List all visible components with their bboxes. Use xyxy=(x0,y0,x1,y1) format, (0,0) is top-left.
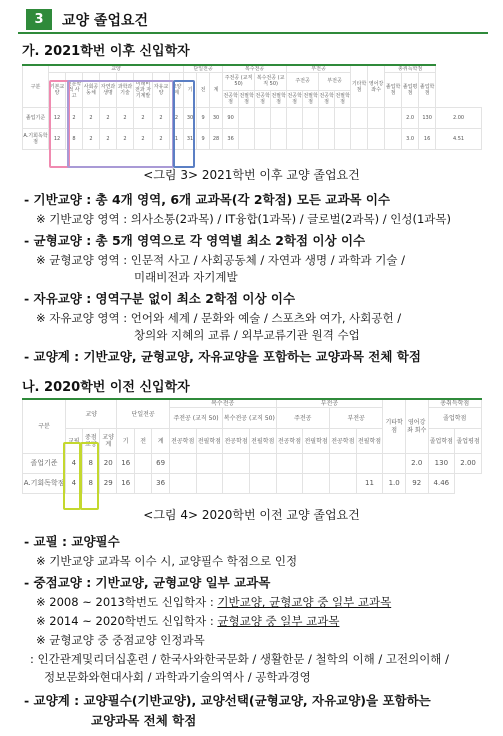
header-kg: 교양계 xyxy=(99,429,116,454)
rule-line: - 균형교양 : 총 5개 영역으로 각 영역별 최소 2학점 이상 이수 xyxy=(24,233,366,248)
rule-line: - 중점교양 : 기반교양, 균형교양 일부 교과목 xyxy=(24,575,271,590)
section-title: 교양 졸업요건 xyxy=(62,13,149,29)
header-gye: 계 xyxy=(152,429,169,454)
table-cell: 130 xyxy=(419,108,436,129)
table-cell xyxy=(368,108,385,129)
table-cell: 4 xyxy=(66,454,82,474)
table-cell xyxy=(287,129,303,150)
header-eng: 영어강좌수 xyxy=(368,65,385,108)
table-cell: 2.0 xyxy=(405,454,428,474)
table-cell xyxy=(271,129,287,150)
header-gita: 기타학점 xyxy=(351,65,368,108)
table-cell xyxy=(383,454,406,474)
table-cell xyxy=(276,474,303,494)
highlight-jayu xyxy=(173,80,195,168)
header-grad: 졸업학점 xyxy=(385,73,402,108)
header-eng: 영어강좌 회수 xyxy=(405,399,428,454)
header-juchun: 주전공 (교직 50) xyxy=(223,73,255,91)
header-jeon: 전 xyxy=(134,429,151,454)
table-cell xyxy=(196,454,223,474)
table-cell: 29 xyxy=(99,474,116,494)
table-cell xyxy=(255,129,271,150)
table-cell xyxy=(351,129,368,150)
header-gibon: 기본교양 xyxy=(49,73,66,108)
header-gwahak: 과학과 기술 xyxy=(117,73,134,108)
table-cell: 2 xyxy=(117,129,134,150)
table-cell: 12 xyxy=(49,108,66,129)
table-cell: 20 xyxy=(99,454,116,474)
header-jayeon: 자연과생명 xyxy=(100,73,117,108)
table-cell xyxy=(239,108,255,129)
table-cell: 2.00 xyxy=(455,454,482,474)
table-cell xyxy=(335,129,351,150)
rule-line: - 기반교양 : 총 4개 영역, 6개 교과목(각 2학점) 모든 교과목 이수 xyxy=(24,192,390,207)
header-juchun2: 주전공 xyxy=(287,73,319,91)
header-gpa: 졸업평점 xyxy=(402,73,419,108)
table-cell: 12 xyxy=(49,129,66,150)
table-cell: 2 xyxy=(100,108,117,129)
header-jph: 전필학점 xyxy=(335,90,351,108)
header-jph: 전필학점 xyxy=(239,90,255,108)
table-cell: 36 xyxy=(223,129,239,150)
rule-line: - 교양계 : 교양필수(기반교양), 교양선택(균형교양, 자유교양)을 포함하는 xyxy=(24,693,431,708)
table-cell xyxy=(303,129,319,150)
table-cell xyxy=(303,454,330,474)
header-gp: 졸업평점 xyxy=(455,429,482,454)
header-jph: 전필학점 xyxy=(249,429,276,454)
table-cell xyxy=(134,474,151,494)
table-cell: 92 xyxy=(405,474,428,494)
table-cell xyxy=(385,129,402,150)
table-cell: 9 xyxy=(197,108,210,129)
row-label: A.기회독학점 xyxy=(23,129,49,150)
table-cell xyxy=(329,474,356,494)
subsection-title-b: 나. 2020학번 이전 신입학자 xyxy=(22,380,190,395)
table-cell xyxy=(319,108,335,129)
header-gye: 계 xyxy=(210,73,223,108)
row-label: A.기회독학점 xyxy=(23,474,66,494)
table-cell xyxy=(223,454,250,474)
header-jph: 전필학점 xyxy=(196,429,223,454)
header-jh: 전공학점 xyxy=(319,90,335,108)
table-cell xyxy=(239,129,255,150)
header-bujeon: 부전공 xyxy=(276,399,383,408)
rule-note: : 인간관계및리더십훈련 / 한국사와한국문화 / 생활한문 / 철학의 이해 / 고전의이해 / xyxy=(30,652,449,666)
table-cell xyxy=(368,129,385,150)
rule-line: - 교양계 : 기반교양, 균형교양, 자유교양을 포함하는 교양과목 전체 학점 xyxy=(24,349,421,364)
table-cell: 3.0 xyxy=(402,129,419,150)
header-jh: 전공학점 xyxy=(169,429,196,454)
header-kyoyanggye: 교양계 xyxy=(170,73,184,108)
table-cell xyxy=(319,129,335,150)
rule-note: 미래비전과 자기계발 xyxy=(134,270,238,284)
rule-note-prefix: ※ 2014 ~ 2020학번도 신입학자 : xyxy=(36,614,218,628)
header-boksuchun: 복수전공 (교직 50) xyxy=(223,408,276,429)
table-cell: 16 xyxy=(419,129,436,150)
rule-note: ※ 기반교양 영역 : 의사소통(2과목) / IT융합(1과목) / 글로벌(2과목) / 인성(1과목) xyxy=(36,212,451,226)
table-cell: 8 xyxy=(82,454,99,474)
table-cell xyxy=(335,108,351,129)
highlight-jungjeom xyxy=(80,442,99,510)
table-cell xyxy=(249,474,276,494)
table-cell xyxy=(271,108,287,129)
header-danil: 단일전공 xyxy=(117,399,169,429)
header-gi: 기 xyxy=(184,73,197,108)
rule-note xyxy=(36,613,339,629)
table-cell xyxy=(169,474,196,494)
header-jh: 전공학점 xyxy=(223,429,250,454)
table-cell xyxy=(276,454,303,474)
header-boksuchun: 복수전공 (교직 50) xyxy=(255,73,287,91)
header-jph: 전필학점 xyxy=(271,90,287,108)
table-cell: 2 xyxy=(134,108,153,129)
row-label: 졸업기준 xyxy=(23,108,49,129)
subsection-title-a: 가. 2021학번 이후 신입학자 xyxy=(22,44,190,59)
header-grad2: 졸업학점 xyxy=(419,73,436,108)
row-label: 졸업기준 xyxy=(23,454,66,474)
table-cell: 2 xyxy=(83,108,100,129)
table-cell xyxy=(351,108,368,129)
table-cell: 2 xyxy=(117,108,134,129)
table-cell: 11 xyxy=(356,474,383,494)
header-sahoe: 사회공동체 xyxy=(83,73,100,108)
header-gi: 기 xyxy=(117,429,134,454)
header-jeon: 전 xyxy=(197,73,210,108)
table-cell: 2 xyxy=(100,129,117,150)
rule-note-underlined: 기반교양, 균형교양 중 일부 교과목 xyxy=(217,595,392,609)
table-cell xyxy=(223,474,250,494)
header-kyoyang: 교양 xyxy=(49,65,184,73)
table-cell: 2 xyxy=(134,129,153,150)
caption-figure-3: <그림 3> 2021학번 이후 교양 졸업요건 xyxy=(143,168,360,182)
header-bujeon2: 부전공 xyxy=(329,408,382,429)
table-cell: 130 xyxy=(428,454,455,474)
table-cell: 2 xyxy=(66,108,83,129)
rule-note xyxy=(36,594,391,610)
header-bujeon2: 부전공 xyxy=(319,73,351,91)
header-boksu: 복수전공 xyxy=(223,65,287,73)
header-credits: 총취득학점 xyxy=(428,399,482,408)
header-bujeon: 부전공 xyxy=(287,65,351,73)
table-cell xyxy=(356,454,383,474)
rule-note: 창의와 지혜의 교류 / 외부교류기관 원격 수업 xyxy=(134,328,360,342)
header-jph: 전필학점 xyxy=(356,429,383,454)
table-cell: 69 xyxy=(152,454,169,474)
table-cell xyxy=(329,454,356,474)
table-cell: 30 xyxy=(184,108,197,129)
rule-line: - 자유교양 : 영역구분 없이 최소 2학점 이상 이수 xyxy=(24,291,296,306)
header-jayu: 자유교양 xyxy=(153,73,170,108)
header-gubun: 구분 xyxy=(23,65,49,108)
table-cell: 8 xyxy=(82,474,99,494)
header-jh: 전공학점 xyxy=(223,90,239,108)
table-cell: 8 xyxy=(66,129,83,150)
rule-note: ※ 자유교양 영역 : 언어와 세계 / 문화와 예술 / 스포츠와 여가, 사회공헌 / xyxy=(36,311,402,325)
rule-line: 교양과목 전체 학점 xyxy=(91,713,197,728)
table-cell: 31 xyxy=(184,129,197,150)
table-cell xyxy=(287,108,303,129)
table-cell: 4 xyxy=(66,474,82,494)
table-cell: 1.0 xyxy=(383,474,406,494)
table-cell: 2.0 xyxy=(402,108,419,129)
section-number: 3 xyxy=(26,9,52,30)
header-mirae: 미래비전과 자기계발 xyxy=(134,73,153,108)
header-grad: 졸업학점 xyxy=(428,408,482,429)
header-jh: 전공학점 xyxy=(329,429,356,454)
header-juchun: 주전공 (교직 50) xyxy=(169,408,222,429)
rule-note-underlined: 균형교양 중 일부 교과목 xyxy=(217,614,340,628)
table-cell: 2.00 xyxy=(436,108,482,129)
header-jph: 전필학점 xyxy=(303,90,319,108)
table-cell: 36 xyxy=(152,474,169,494)
table-cell xyxy=(169,454,196,474)
table-cell: 16 xyxy=(117,454,134,474)
header-js: 중점교양 xyxy=(82,429,99,454)
caption-figure-4: <그림 4> 2020학번 이전 교양 졸업요건 xyxy=(143,508,360,522)
table-cell: 2 xyxy=(153,108,170,129)
rule-note: ※ 균형교양 영역 : 인문적 사고 / 사회공동체 / 자연과 생명 / 과학과 기술 / xyxy=(36,253,406,267)
section-header xyxy=(18,6,488,34)
header-kp: 교필 xyxy=(66,429,82,454)
table-cell xyxy=(303,108,319,129)
header-kyoyang: 교양 xyxy=(66,399,117,429)
table-cell: 2 xyxy=(83,129,100,150)
header-gh: 졸업학점 xyxy=(428,429,455,454)
table-cell: 16 xyxy=(117,474,134,494)
rule-note-prefix: ※ 2008 ~ 2013학번도 신입학자 : xyxy=(36,595,218,609)
header-jh: 전공학점 xyxy=(287,90,303,108)
table-cell xyxy=(255,108,271,129)
rule-line: - 교필 : 교양필수 xyxy=(24,534,120,549)
table-cell: 4.46 xyxy=(428,474,455,494)
rule-note: ※ 균형교양 중 중점교양 인정과목 xyxy=(36,633,205,647)
table-cell: 2 xyxy=(153,129,170,150)
header-credits: 총취득학점 xyxy=(385,65,436,73)
header-jh: 전공학점 xyxy=(255,90,271,108)
table-cell: 30 xyxy=(210,108,223,129)
header-boksu: 복수전공 xyxy=(169,399,276,408)
header-gita: 기타학점 xyxy=(383,399,406,454)
header-juchun2: 주전공 xyxy=(276,408,329,429)
table-cell: 1 xyxy=(170,129,184,150)
highlight-kyopil xyxy=(63,442,81,510)
rule-note: 정보문화와현대사회 / 과학과기술의역사 / 공학과경영 xyxy=(44,670,311,684)
table-cell: 28 xyxy=(210,129,223,150)
table-cell xyxy=(134,454,151,474)
table-cell xyxy=(249,454,276,474)
table-cell xyxy=(196,474,223,494)
header-ingan: 인문학적 사고 xyxy=(66,73,83,108)
table-cell xyxy=(385,108,402,129)
header-jph: 전필학점 xyxy=(303,429,330,454)
header-jh: 전공학점 xyxy=(276,429,303,454)
table-cell xyxy=(303,474,330,494)
header-danil: 단일전공 xyxy=(184,65,223,73)
rule-note: ※ 기반교양 교과목 이수 시, 교양필수 학점으로 인정 xyxy=(36,554,298,568)
highlight-gyunhyung xyxy=(67,80,174,168)
header-gubun: 구분 xyxy=(23,399,66,454)
table-cell: 9 xyxy=(197,129,210,150)
table-cell: 2 xyxy=(170,108,184,129)
table-cell: 90 xyxy=(223,108,239,129)
table-cell: 4.51 xyxy=(436,129,482,150)
